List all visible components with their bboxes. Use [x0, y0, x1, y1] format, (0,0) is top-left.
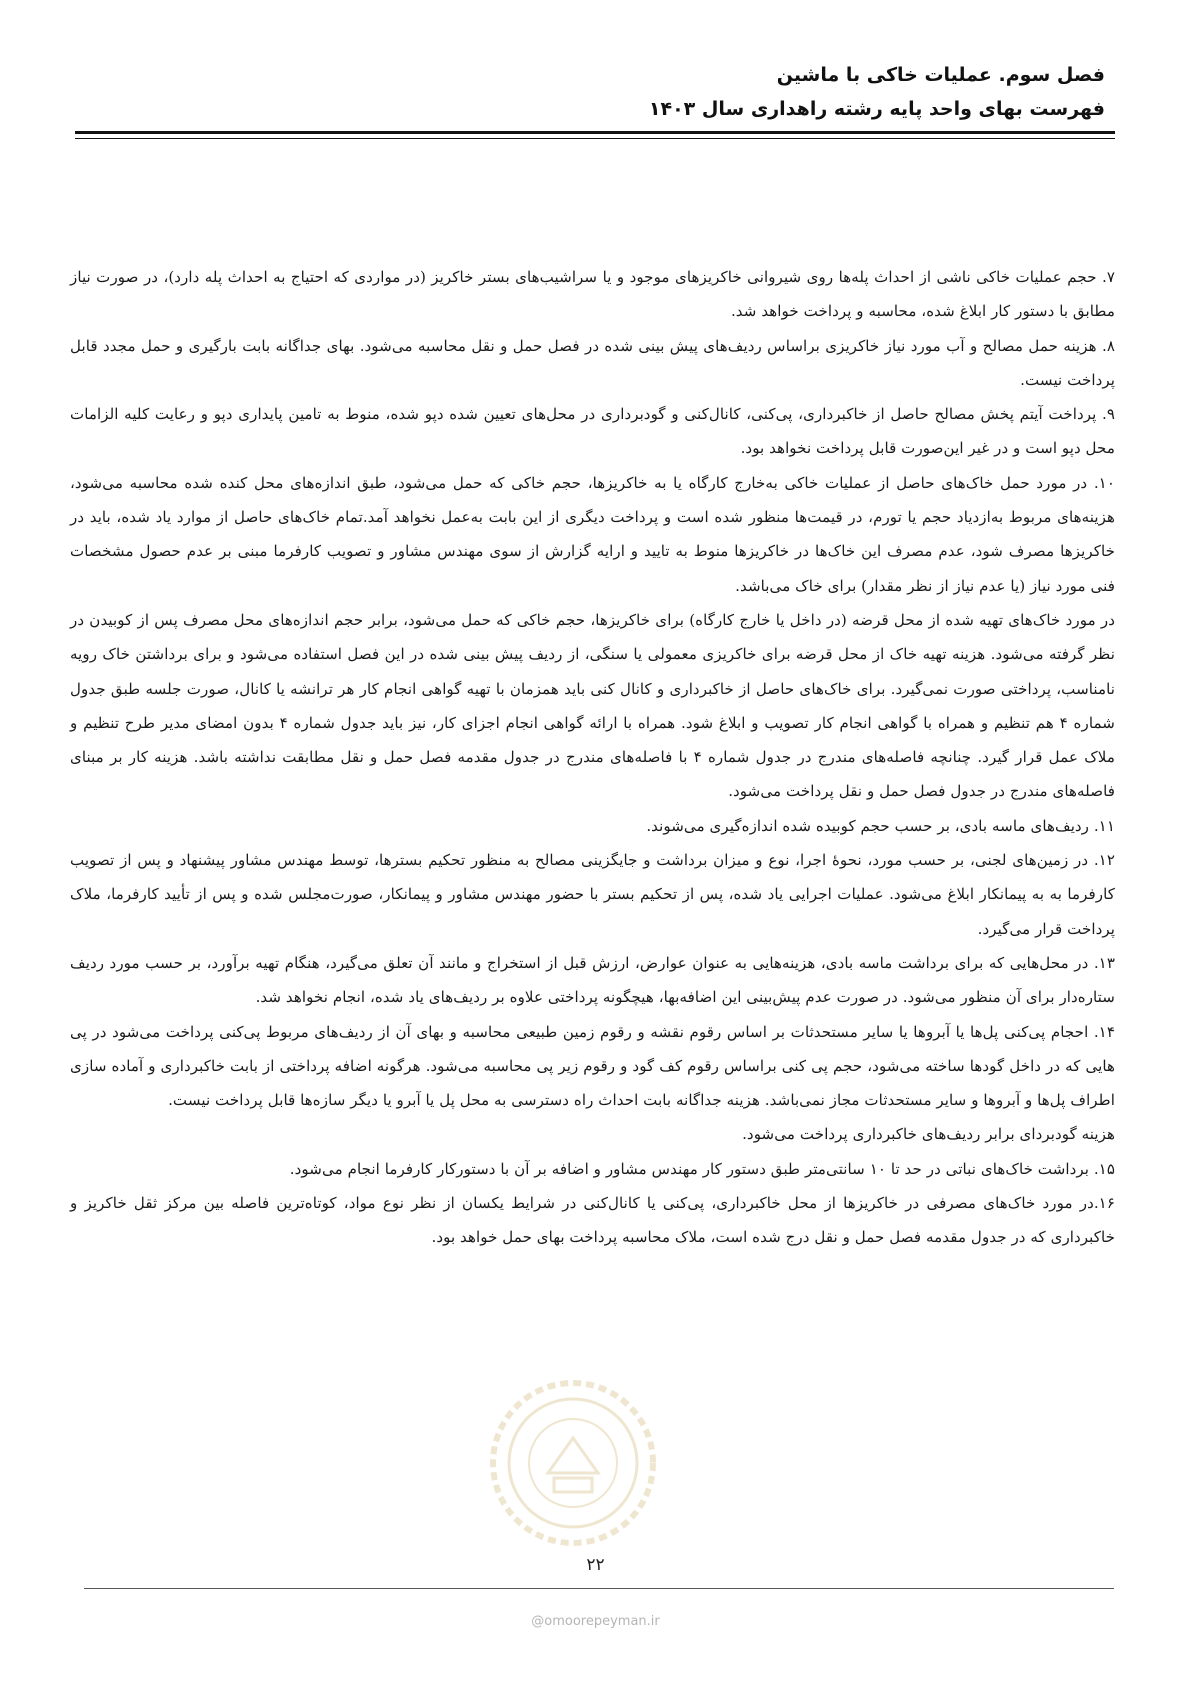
- paragraph-15: ۱۵. برداشت خاک‌های نباتی در حد تا ۱۰ سانتی‌متر طبق دستور کار مهندس مشاور و اضافه بر آن با دستورکار کارفرما انجام می‌شود.: [289, 1159, 1115, 1178]
- watermark-seal-icon: [488, 1378, 658, 1548]
- footer-website: @omoorepeyman.ir: [531, 1614, 660, 1629]
- header-rule-thin: [75, 138, 1115, 139]
- page-number: ۲۲: [586, 1555, 605, 1575]
- paragraph-borrow-pit: در مورد خاک‌های تهیه شده از محل قرضه (در داخل یا خارج کارگاه) برای خاکریزها، حجم خاکی که حمل می‌شود، برابر حجم اندازه‌های محل مصرف پس از کوبیدن در نظر گرفته می‌شود. هزینه تهیه خاک از محل قرضه برای خاکریزی معمولی یا سنگی، از ردیف پیش بینی شده در این فصل استفاده می‌شود و برای برداشتن خاک رویه نامناسب، پرداختی صورت نمی‌گیرد. برای خاک‌های حاصل از خاکبرداری و کانال کنی باید همزمان با تهیه گواهی انجام کار هر ترانشه یا کانال، صورت جلسه طبق جدول شماره ۴ هم تنظیم و همراه با گواهی انجام کار تصویب و ابلاغ شود. همراه با ارائه گواهی انجام اجزای کار، نیز باید جدول شماره ۴ بدون امضای مدیر طرح تنظیم و ملاک عمل قرار گیرد. چنانچه فاصله‌های مندرج در جدول شماره ۴ با فاصله‌های مندرج در جدول مقدمه فصل حمل و نقل مطابقت نداشته باشد. هزینه کار بر مبنای فاصله‌های مندرج در جدول فصل حمل و نقل پرداخت می‌شود.: [70, 610, 1115, 801]
- paragraph-13: ۱۳. در محل‌هایی که برای برداشت ماسه بادی، هزینه‌هایی به عنوان عوارض، ارزش قبل از استخراج و مانند آن تعلق می‌گیرد، هنگام تهیه برآورد، بر حسب مورد ردیف ستاره‌دار برای آن منظور می‌شود. در صورت عدم پیش‌بینی این اضافه‌بها، هیچگونه پرداختی علاوه بر ردیف‌های یاد شده، انجام نخواهد شد.: [70, 953, 1115, 1007]
- paragraph-excavation-cost: هزینه گودبردای برابر ردیف‌های خاکبرداری پرداخت می‌شود.: [742, 1125, 1115, 1144]
- page-header: [75, 58, 1105, 126]
- paragraph-9: ۹. پرداخت آیتم پخش مصالح حاصل از خاکبرداری، پی‌کنی، کانال‌کنی و گودبرداری در محل‌های تعیین شده دپو شده، منوط به تامین پایداری دپو و رعایت کلیه الزامات محل دپو است و در غیر این‌صورت قابل پرداخت نخواهد بود.: [70, 405, 1115, 458]
- paragraph-16: ۱۶.در مورد خاک‌های مصرفی در خاکریزها از محل خاکبرداری، پی‌کنی یا کانال‌کنی در شرایط یکسان از نظر نوع مواد، کوتاه‌ترین فاصله بین مرکز ثقل خاکریز و خاکبرداری که در جدول مقدمه فصل حمل و نقل درج شده است، ملاک محاسبه پرداخت بهای حمل خواهد بود.: [70, 1194, 1115, 1247]
- paragraph-11: ۱۱. ردیف‌های ماسه بادی، بر حسب حجم کوبیده شده اندازه‌گیری می‌شوند.: [646, 816, 1115, 835]
- paragraph-12: ۱۲. در زمین‌های لجنی، بر حسب مورد، نحوهٔ اجرا، نوع و میزان برداشت و جایگزینی مصالح به منظور تحکیم بسترها، توسط مهندس مشاور پیشنهاد و پس از تصویب کارفرما به به پیمانکار ابلاغ می‌شود. عملیات اجرایی یاد شده، پس از تحکیم بستر با حضور مهندس مشاور و پیمانکار، صورت‌مجلس شده و پس از تأیید کارفرما، ملاک پرداخت قرار می‌گیرد.: [70, 851, 1115, 938]
- chapter-title: فصل سوم. عملیات خاکی با ماشین: [776, 64, 1105, 86]
- footer-rule: [84, 1588, 1114, 1589]
- paragraph-10: ۱۰. در مورد حمل خاک‌های حاصل از عملیات خاکی به‌خارج کارگاه یا به خاکریزها، حجم خاکی که حمل می‌شود، طبق اندازه‌های محل کنده شده محاسبه می‌شود، هزینه‌های مربوط به‌ازدیاد حجم یا تورم، در قیمت‌ها منظور شده است و پرداخت دیگری از این بابت به‌عمل نخواهد آمد.تمام خاک‌های حاصل از موارد یاد شده، باید در خاکریزها مصرف شود، عدم مصرف این خاک‌ها در خاکریزها منوط به تایید و ارایه گزارش از سوی مهندس مشاور و تصویب کارفرما مبنی بر عدم حصول مشخصات فنی مورد نیاز (یا عدم نیاز از نظر مقدار) برای خاک می‌باشد.: [70, 473, 1115, 595]
- body-text: [70, 260, 1115, 1255]
- price-list-title: فهرست بهای واحد پایه رشته راهداری سال ۱۴۰۳: [648, 98, 1105, 120]
- header-rule-thick: [75, 131, 1115, 134]
- paragraph-8: ۸. هزینه حمل مصالح و آب مورد نیاز خاکریزی براساس ردیف‌های پیش بینی شده در فصل حمل و نقل محاسبه می‌شود. بهای جداگانه بابت بارگیری و حمل مجدد قابل پرداخت نیست.: [70, 336, 1115, 389]
- paragraph-7: ۷. حجم عملیات خاکی ناشی از احداث پله‌ها روی شیروانی خاکریزهای موجود و یا سراشیب‌های بستر خاکریز (در مواردی که احتیاج به احداث پله دارد)، در صورت نیاز مطابق با دستور کار ابلاغ شده، محاسبه و پرداخت خواهد شد.: [70, 268, 1115, 321]
- paragraph-14: ۱۴. احجام پی‌کنی پل‌ها یا آبروها یا سایر مستحدثات بر اساس رقوم نقشه و رقوم زمین طبیعی محاسبه و بهای آن از ردیف‌های مربوط پی‌کنی پرداخت می‌شود در پی هایی که در داخل گودها ساخته می‌شود، حجم پی کنی براساس رقوم کف گود و رقوم زیر پی محاسبه می‌شود. هرگونه اضافه پرداختی از بابت خاکبرداری و آماده سازی اطراف پل‌ها و آبروها و سایر مستحدثات مجاز نمی‌باشد. هزینه جداگانه بابت احداث راه دسترسی به محل پل یا آبرو یا دیگر سازه‌ها قابل پرداخت نیست.: [70, 1022, 1115, 1110]
